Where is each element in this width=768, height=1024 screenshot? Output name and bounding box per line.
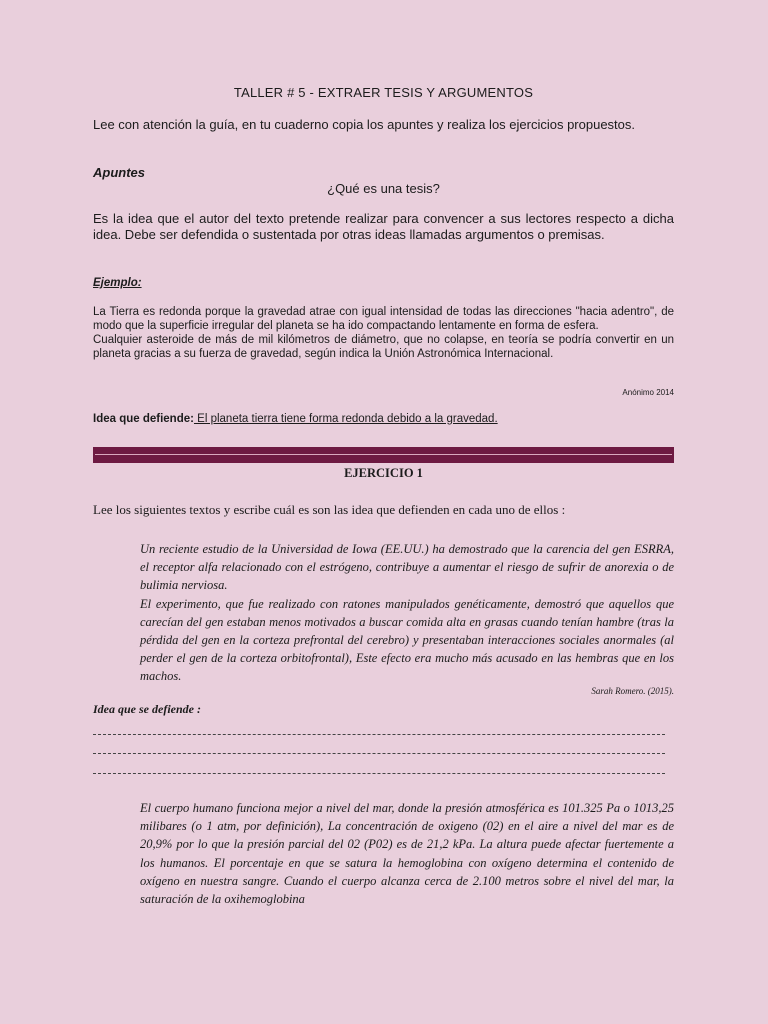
tesis-question: ¿Qué es una tesis? bbox=[327, 181, 440, 196]
ejemplo-heading: Ejemplo: bbox=[93, 277, 142, 289]
ejemplo-idea-value: El planeta tierra tiene forma redonda debido a la gravedad. bbox=[193, 413, 498, 425]
text1-paragraph-2: El experimento, que fue realizado con ratones manipulados genéticamente, demostró que aquellos que carecían del gen estaban menos motivados a buscar comida alta en grasas cuando tenían hambre (tras la pérdida del gen en la corteza prefrontal del cerebro) y presentaban interacciones sociales anormales (al perder el gen de la corteza orbitofrontal), Este efecto era mucho más acusado en las hembras que en los machos. bbox=[140, 596, 674, 684]
ejemplo-source: Anónimo 2014 bbox=[622, 388, 674, 397]
idea-defendida-label: Idea que se defiende : bbox=[93, 702, 201, 716]
apuntes-heading: Apuntes bbox=[93, 165, 145, 180]
answer-line-1 bbox=[93, 734, 665, 736]
answer-line-3 bbox=[93, 773, 665, 775]
ejemplo-paragraph-1: La Tierra es redonda porque la gravedad atrae con igual intensidad de todas las direcciones "hacia adentro", de modo que la superficie irregular del planeta se ha ido compactando lentamente en forma de esfera. bbox=[93, 306, 674, 332]
ejemplo-idea-label: Idea que defiende: bbox=[93, 413, 194, 425]
tesis-definition: Es la idea que el autor del texto pretende realizar para convencer a sus lectores respecto a dicha idea. Debe ser defendida o sustentada por otras ideas llamadas argumentos o premisas. bbox=[93, 211, 674, 242]
text1-paragraph-1: Un reciente estudio de la Universidad de Iowa (EE.UU.) ha demostrado que la carencia del gen ESRRA, el receptor alfa relacionado con el estrógeno, contribuye a aumentar el riesgo de sufrir de anorexia o de bulimia nerviosa. bbox=[140, 542, 674, 593]
text2-paragraph: El cuerpo humano funciona mejor a nivel del mar, donde la presión atmosférica es 101.325 Pa o 1013,25 milibares (o 1 atm, por definición), La concentración de oxigeno (02) en el aire a nivel del mar es de 20,9% por lo que la presión parcial del 02 (P02) es de 21,2 kPa. La altura puede afectar fuertemente a los humanos. El porcentaje en que se satura la hemoglobina con oxígeno determina el contenido de oxígeno en nuestra sangre. Cuando el cuerpo alcanza cerca de 2.100 metros sobre el nivel del mar, la saturación de la oxihemoglobina bbox=[140, 801, 674, 907]
intro-paragraph: Lee con atención la guía, en tu cuaderno copia los apuntes y realiza los ejercicios propuestos. bbox=[93, 117, 636, 132]
ejercicio-text-1 bbox=[140, 540, 674, 686]
ejemplo-paragraph-2: Cualquier asteroide de más de mil kilómetros de diámetro, que no colapse, en teoría se podría convertir en un planeta gracias a su fuerza de gravedad, según indica la Unión Astronómica Internacional. bbox=[93, 334, 674, 360]
page-title: TALLER # 5 - EXTRAER TESIS Y ARGUMENTOS bbox=[233, 85, 534, 100]
answer-line-2 bbox=[93, 753, 665, 755]
ejercicio-heading: EJERCICIO 1 bbox=[344, 466, 423, 480]
text1-author: Sarah Romero. (2015). bbox=[591, 686, 674, 696]
section-divider-bar bbox=[93, 447, 674, 463]
ejemplo-idea bbox=[93, 413, 674, 425]
ejercicio-text-2 bbox=[140, 799, 674, 908]
ejercicio-instructions: Lee los siguientes textos y escribe cuál es son las idea que defienden en cada uno de ellos : bbox=[93, 502, 566, 517]
ejemplo-text bbox=[93, 305, 674, 361]
